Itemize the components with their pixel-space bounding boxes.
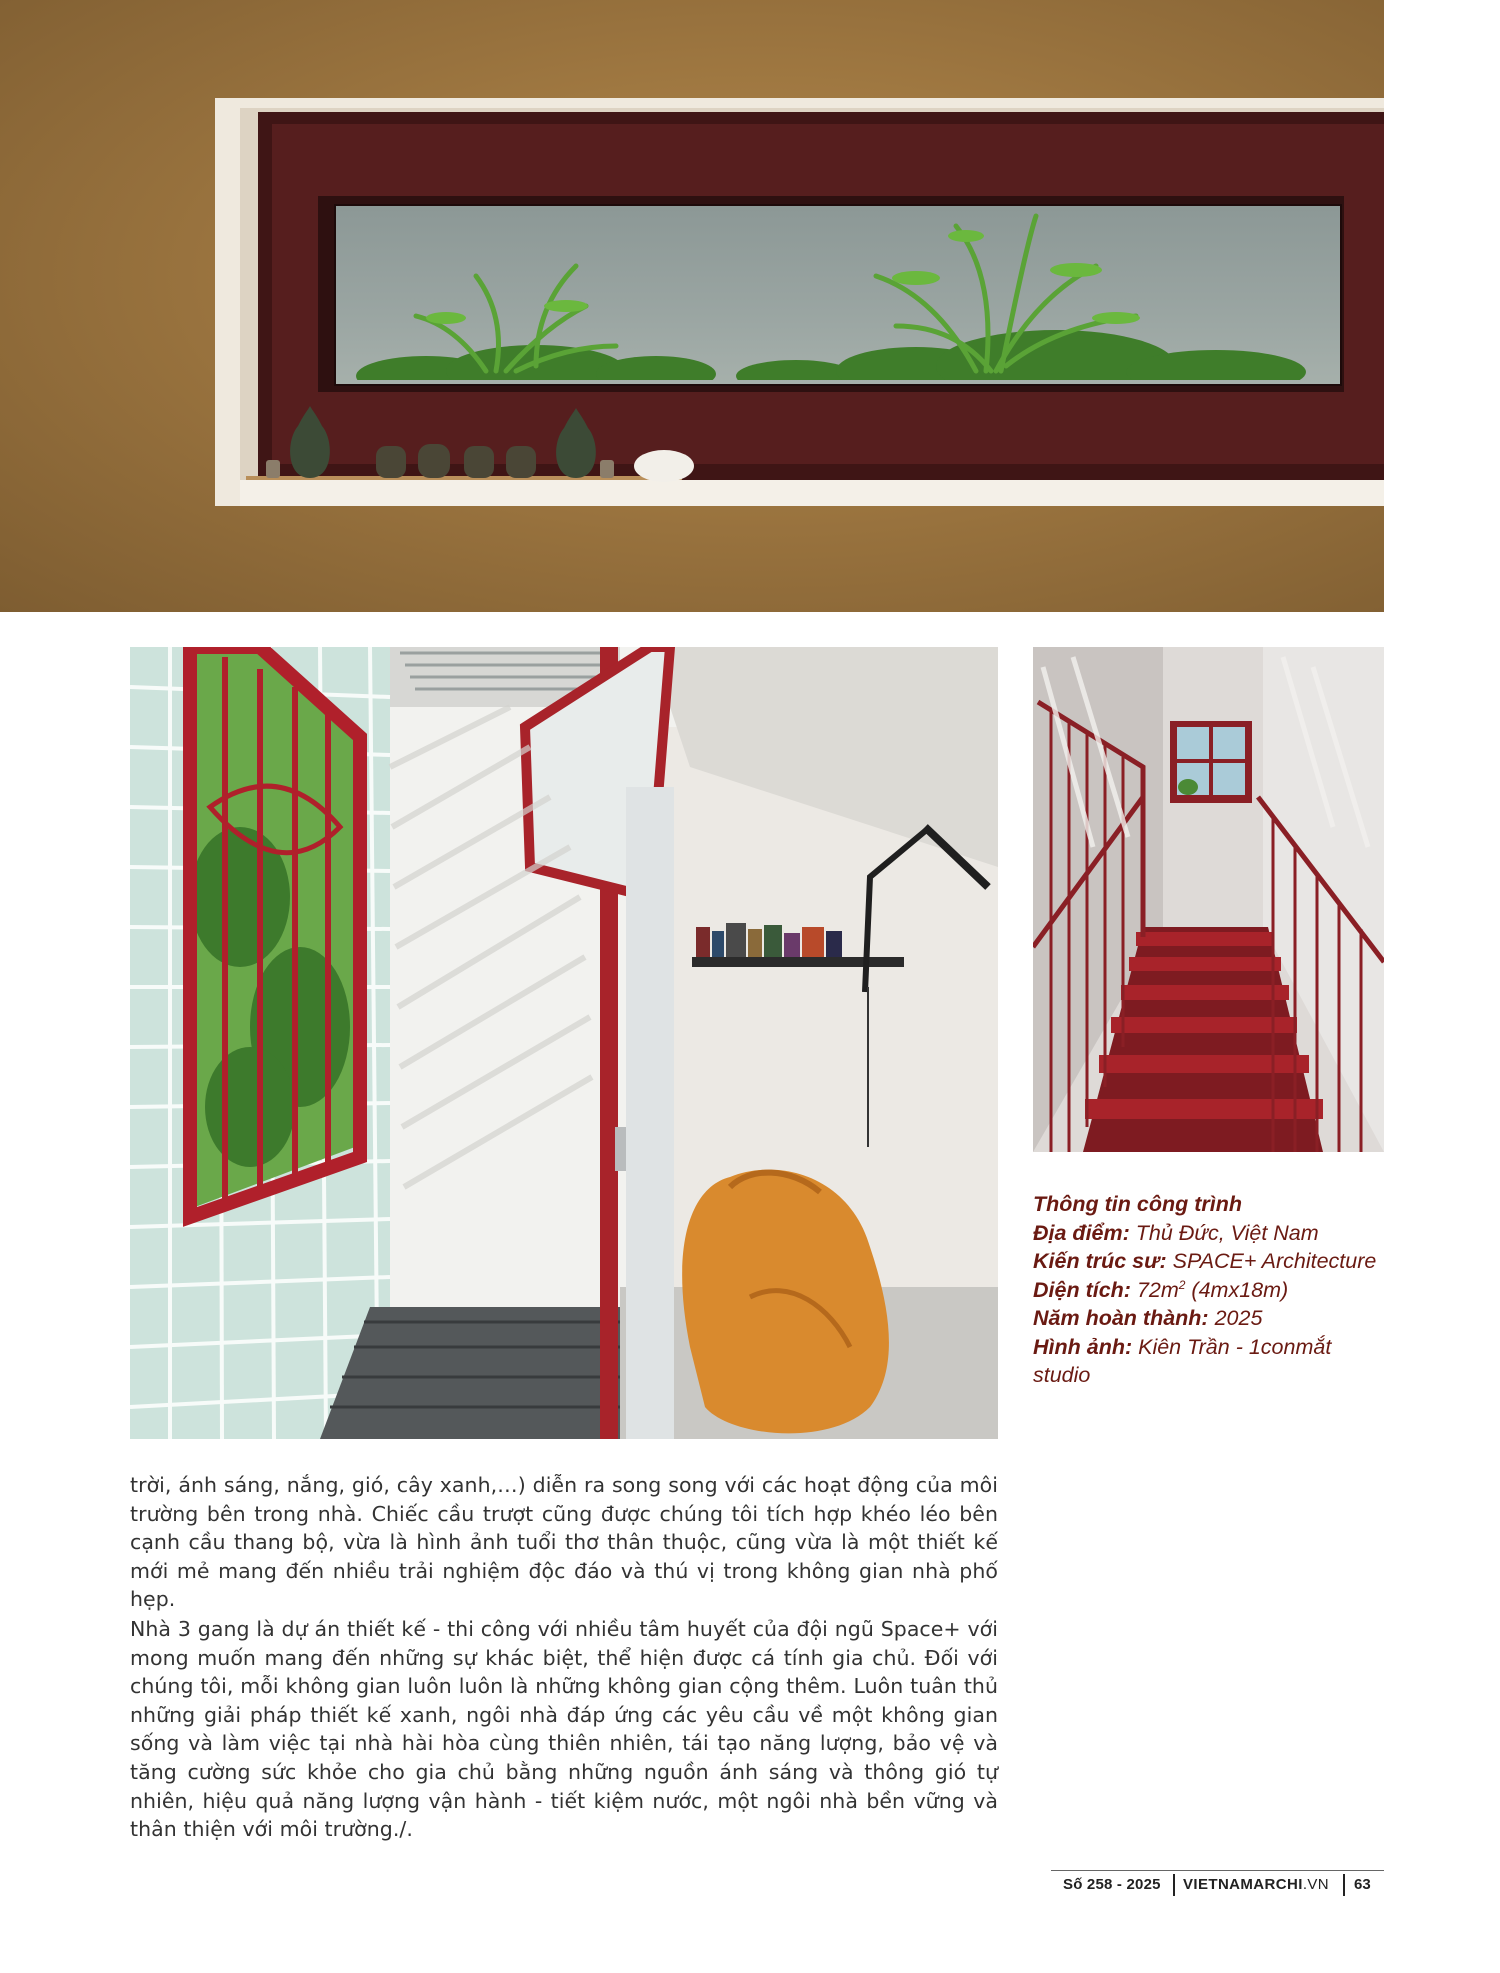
- area-label: Diện tích:: [1033, 1277, 1131, 1302]
- project-info-architect: [1033, 1247, 1384, 1276]
- location-value: Thủ Đức, Việt Nam: [1135, 1220, 1319, 1245]
- issue-number: Số 258 - 2025: [1063, 1876, 1161, 1893]
- architect-label: Kiến trúc sư:: [1033, 1249, 1167, 1273]
- photo-value: Kiên Trần - 1conmắt studio: [1033, 1334, 1332, 1387]
- page-number: 63: [1354, 1876, 1371, 1893]
- magazine-brand: [1183, 1876, 1329, 1893]
- footer-rule: [1051, 1870, 1384, 1871]
- area-value: [1137, 1278, 1288, 1302]
- area-value-prefix: 72m: [1136, 1277, 1179, 1302]
- footer-divider: [1343, 1874, 1345, 1896]
- bedroom-with-glass-block-wall-photo: [130, 647, 998, 1439]
- area-value-suffix: (4mx18m): [1185, 1277, 1289, 1302]
- project-info-year: [1033, 1304, 1384, 1333]
- year-label: Năm hoàn thành:: [1033, 1306, 1209, 1330]
- architect-value: SPACE+ Architecture: [1172, 1249, 1377, 1273]
- red-staircase-photo: [1033, 647, 1384, 1152]
- photo-label: Hình ảnh:: [1033, 1334, 1133, 1359]
- footer-divider: [1173, 1874, 1175, 1896]
- project-info-photo: [1033, 1333, 1384, 1390]
- project-info-location: [1033, 1219, 1384, 1248]
- year-value: 2025: [1214, 1306, 1263, 1330]
- project-info: [1033, 1190, 1384, 1390]
- brand-name: VIETNAMARCHI: [1183, 1876, 1303, 1893]
- project-info-heading: Thông tin công trình: [1033, 1192, 1242, 1216]
- brand-domain: .VN: [1302, 1876, 1330, 1893]
- plants-illustration: [336, 206, 1336, 380]
- window-with-plants-photo: [0, 0, 1384, 612]
- page-footer: [1051, 1872, 1384, 1898]
- figurines-decor: [246, 400, 706, 486]
- project-info-area: [1033, 1276, 1384, 1305]
- location-label: Địa điểm:: [1033, 1220, 1130, 1245]
- body-paragraph-2: Nhà 3 gang là dự án thiết kế - thi công với nhiều tâm huyết của đội ngũ Space+ với mong muốn mang đến những sự khác biệt, thể hiện được cá tính gia chủ. Đối với chúng tôi, mỗi không gian luôn luôn là những không gian cộng thêm. Luôn tuân thủ những giải pháp thiết kế xanh, ngôi nhà đáp ứng các yêu cầu về một không gian sống và làm việc tại nhà hài hòa cùng thiên nhiên, tái tạo năng lượng, bảo vệ và tăng cường sức khỏe cho gia chủ bằng những nguồn ánh sáng và thông gió tự nhiên, hiệu quả năng lượng vận hành - tiết kiệm nước, một ngôi nhà bền vững và thân thiện với môi trường./.: [130, 1617, 998, 1842]
- area-value-sup: 2: [1178, 1277, 1186, 1292]
- body-paragraph-1: trời, ánh sáng, nắng, gió, cây xanh,…) diễn ra song song với các hoạt động của môi trường bên trong nhà. Chiếc cầu trượt cũng được chúng tôi tích hợp khéo léo bên cạnh cầu thang bộ, vừa là hình ảnh tuổi thơ thân thuộc, cũng vừa là một thiết kế mới mẻ mang đến nhiều trải nghiệm độc đáo và thú vị trong không gian nhà phố hẹp.: [130, 1473, 998, 1612]
